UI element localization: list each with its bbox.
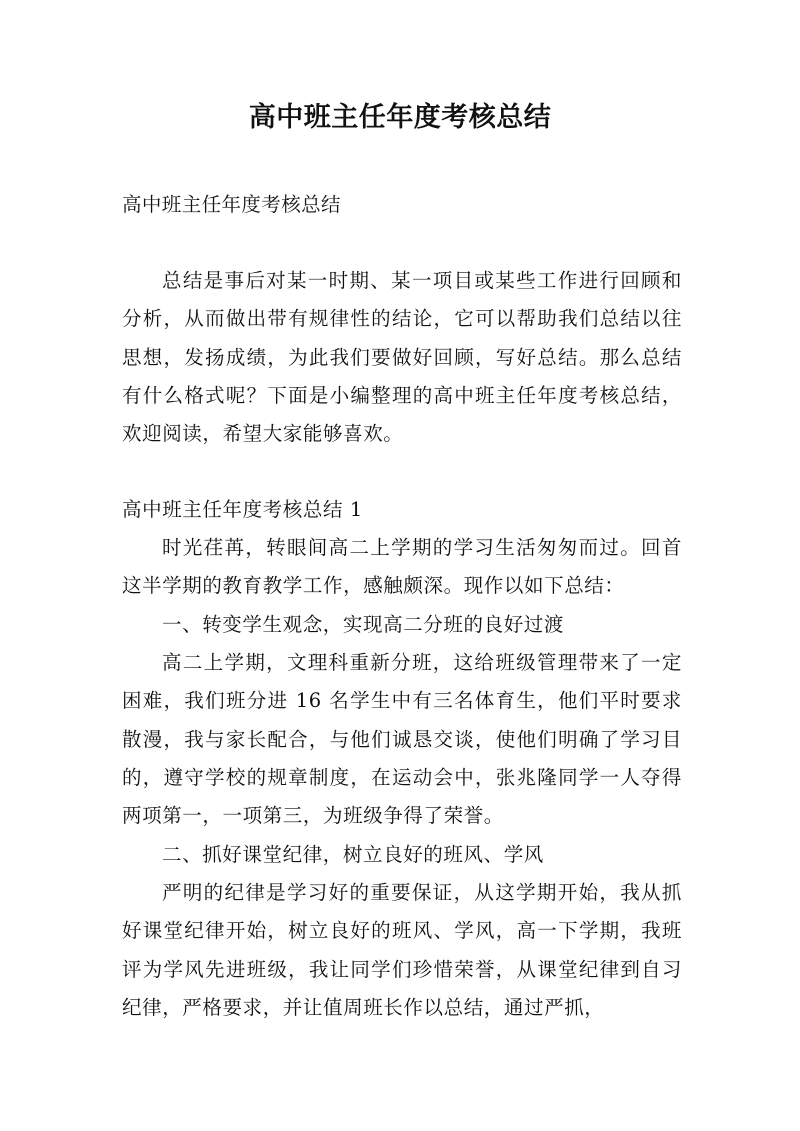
section-heading: 高中班主任年度考核总结 1: [122, 498, 363, 521]
document-subtitle: 高中班主任年度考核总结: [122, 193, 341, 216]
section-paragraph-3: 严明的纪律是学习好的重要保证，从这学期开始，我从抓好课堂纪律开始，树立良好的班风、学风，高一下学期，我班评为学风先进班级，我让同学们珍惜荣誉，从课堂纪律到自习纪律，严格要求，并让值周班长作以总结，通过严抓，: [122, 881, 682, 1019]
section-paragraph-1: 时光荏苒，转眼间高二上学期的学习生活匆匆而过。回首这半学期的教育教学工作，感触颇深。现作以如下总结：: [122, 536, 682, 598]
subheading-1: 一、转变学生观念，实现高二分班的良好过渡: [162, 613, 565, 636]
section-paragraph-2: 高二上学期，文理科重新分班，这给班级管理带来了一定困难，我们班分进 16 名学生中有三名体育生，他们平时要求散漫，我与家长配合，与他们诚恳交谈，使他们明确了学习目的，遵守学校的规章制度，在运动会中，张兆隆同学一人夺得两项第一，一项第三，为班级争得了荣誉。: [122, 651, 682, 828]
intro-paragraph: 总结是事后对某一时期、某一项目或某些工作进行回顾和分析，从而做出带有规律性的结论，它可以帮助我们总结以往思想，发扬成绩，为此我们要做好回顾，写好总结。那么总结有什么格式呢？下面是小编整理的高中班主任年度考核总结，欢迎阅读，希望大家能够喜欢。: [122, 269, 682, 446]
document-title: 高中班主任年度考核总结: [248, 102, 552, 133]
subheading-2: 二、抓好课堂纪律，树立良好的班风、学风: [162, 843, 544, 866]
